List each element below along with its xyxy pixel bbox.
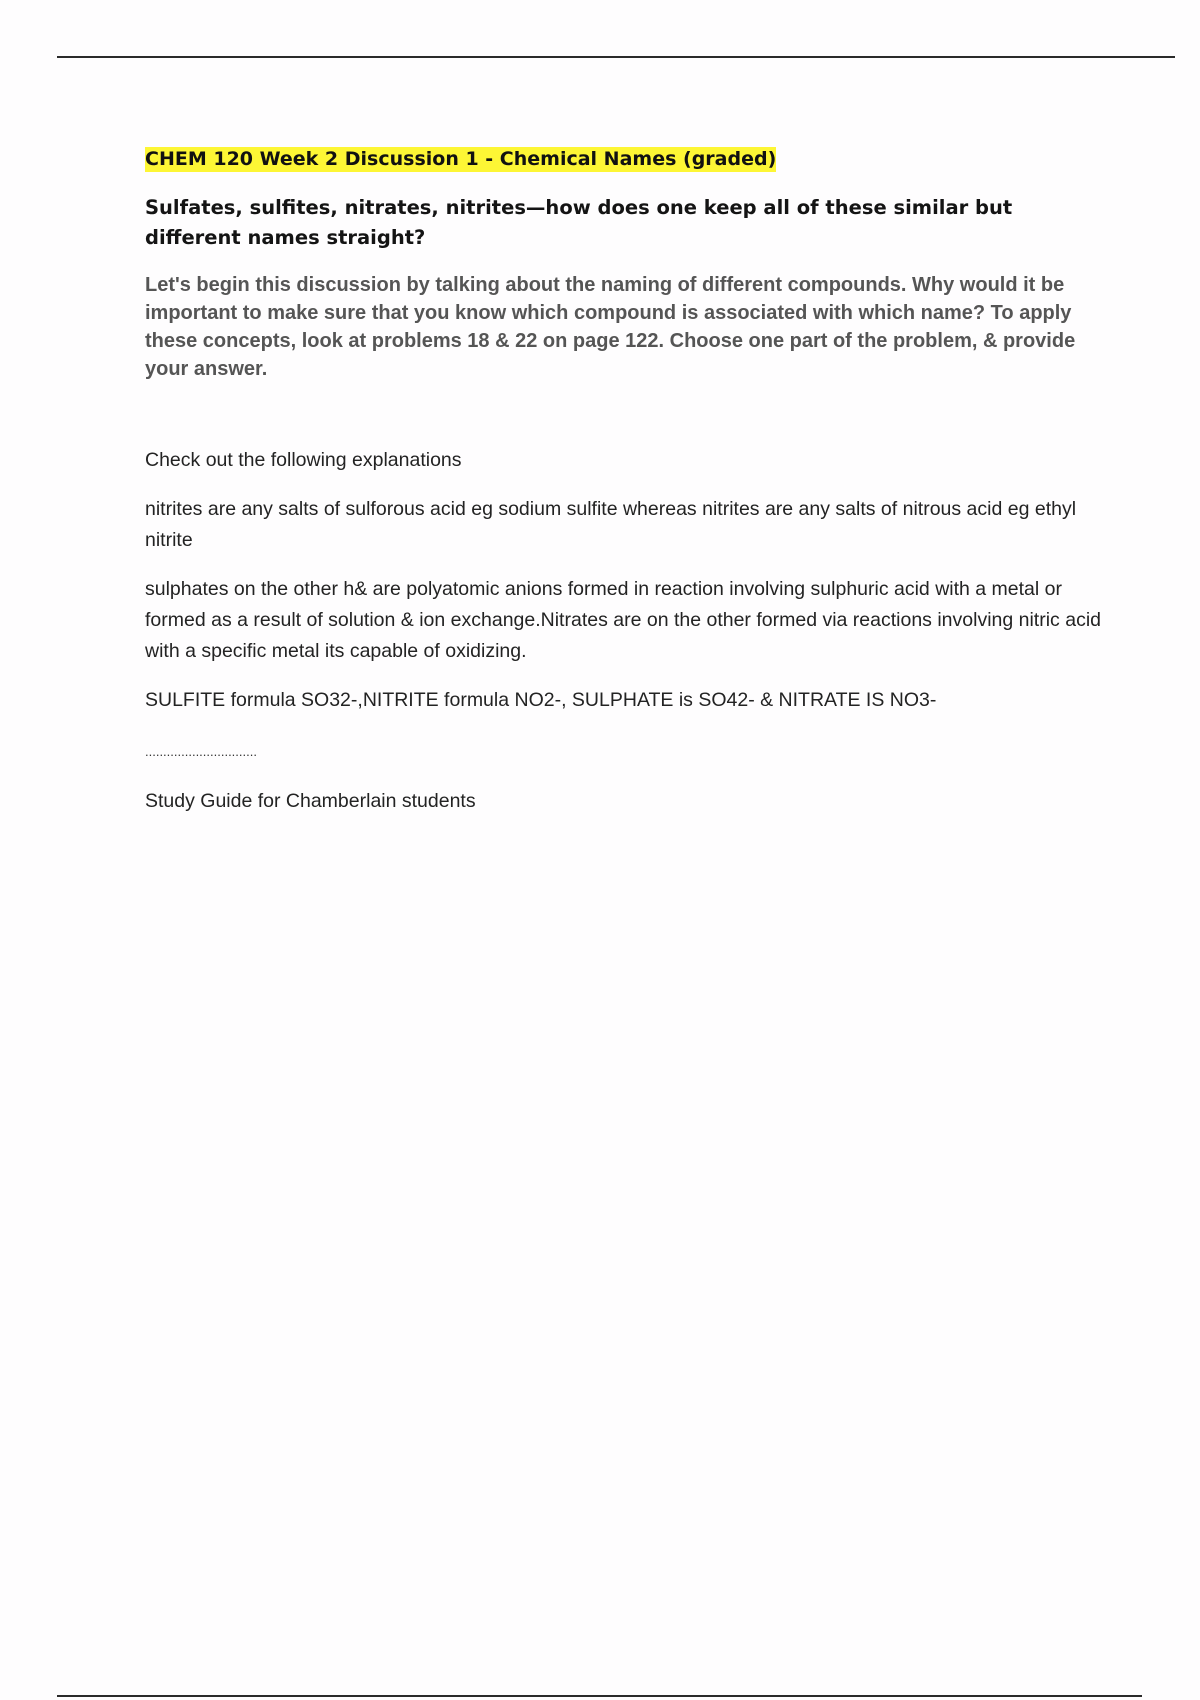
discussion-prompt: Let's begin this discussion by talking about the naming of different compounds. Why would it be important to make sure that you know which compound is associated with which name? To apply these concepts, look at problems 18 & 22 on page 122. Choose one part of the problem, & provide your answer. bbox=[145, 274, 1076, 380]
top-rule bbox=[57, 56, 1175, 58]
discussion-question: Sulfates, sulfites, nitrates, nitrites—how does one keep all of these similar but different names straight? bbox=[145, 196, 1013, 249]
bottom-rule bbox=[57, 1695, 1142, 1697]
dotted-separator: ............................... bbox=[145, 744, 257, 759]
paragraph-intro: Check out the following explanations bbox=[145, 449, 462, 471]
paragraph-nitrites: nitrites are any salts of sulforous acid eg sodium sulfite whereas nitrites are any salts of nitrous acid eg ethyl nitrite bbox=[145, 498, 1077, 551]
paragraph-formulas: SULFITE formula SO32-,NITRITE formula NO2-, SULPHATE is SO42- & NITRATE IS NO3- bbox=[145, 689, 937, 711]
paragraph-sulphates: sulphates on the other h& are polyatomic anions formed in reaction involving sulphuric acid with a metal or formed as a result of solution & ion exchange.Nitrates are on the other formed via reactions involving nitric acid with a specific metal its capable of oxidizing. bbox=[145, 578, 1101, 662]
document-title: CHEM 120 Week 2 Discussion 1 - Chemical Names (graded) bbox=[145, 148, 777, 170]
title-block bbox=[145, 146, 1105, 173]
study-guide-note: Study Guide for Chamberlain students bbox=[145, 790, 476, 812]
document-content bbox=[145, 146, 1105, 835]
